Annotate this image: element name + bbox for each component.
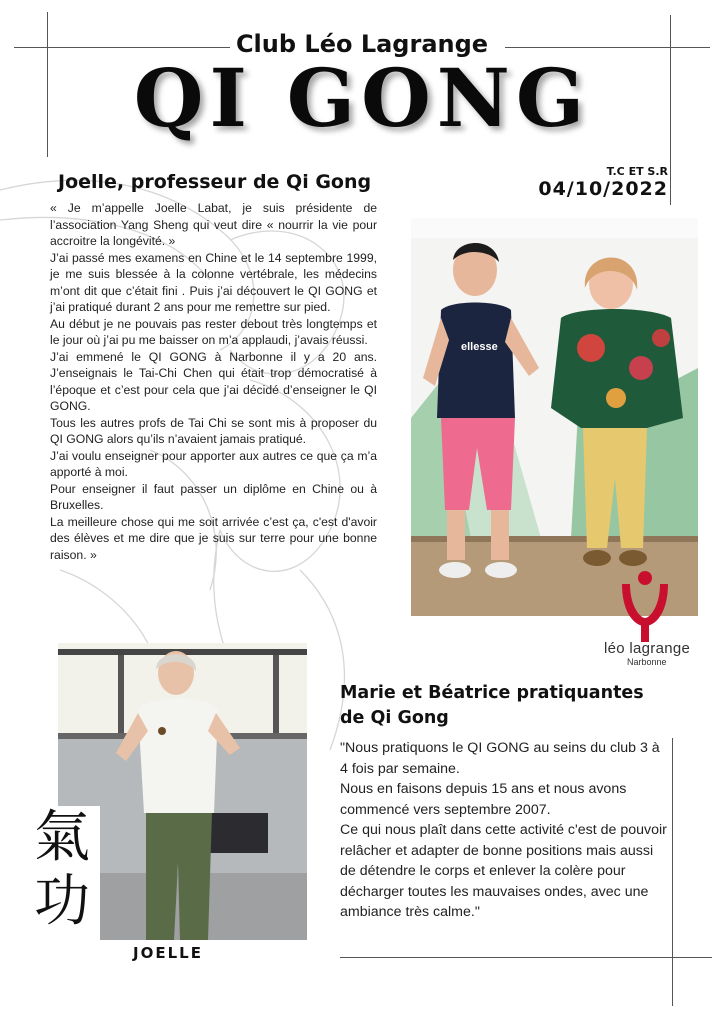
joelle-paragraph: Au début je ne pouvais pas rester debout très longtemps et le jour où j’ai pu me baisser on m’a applaudi, j’avais réussi.: [50, 316, 377, 347]
photo-marie-beatrice-illustration: [411, 218, 698, 616]
photo-marie-beatrice: [411, 218, 698, 616]
joelle-interview-text: [50, 200, 377, 563]
shirt-logo: ellesse: [461, 341, 498, 353]
marie-paragraph: "Nous pratiquons le QI GONG au seins du club 3 à 4 fois par semaine.: [340, 740, 660, 777]
photo-caption-joelle: JOELLE: [133, 944, 203, 962]
joelle-paragraph: J’ai voulu enseigner pour apporter aux autres ce que ça m’a apporté à moi.: [50, 448, 377, 479]
logo-name: léo lagrange: [604, 640, 691, 657]
bottom-rule-right: [340, 957, 712, 958]
club-title: Club Léo Lagrange: [235, 30, 489, 58]
joelle-paragraph: Tous les autres profs de Tai Chi se sont mis à proposer du QI GONG alors qu’ils n’avaient jamais pratiqué.: [50, 415, 377, 446]
joelle-paragraph: J’ai emmené le QI GONG à Narbonne il y a 20 ans. J’enseignais le Tai-Chi Chen qui était trop démocratisé à l’époque et c’est pour cela que j’ai décidé d’enseigner le QI GONG.: [50, 349, 377, 413]
joelle-paragraph: La meilleure chose qui me soit arrivée c’est ça, c'est d'avoir des élèves et me dire que je suis sur terre pour une bonne raison. »: [50, 514, 377, 562]
page-title: QI GONG: [133, 51, 591, 145]
calligraphy-qi: 氣: [34, 805, 90, 870]
marie-beatrice-section-heading: Marie et Béatrice pratiquantes de Qi Gong: [340, 683, 644, 728]
calligraphy-qi-gong: [24, 806, 100, 942]
logo-city: Narbonne: [627, 657, 667, 667]
calligraphy-gong: 功: [34, 869, 90, 934]
frame-vertical-bottom: [672, 738, 673, 1006]
marie-paragraph: Ce qui nous plaît dans cette activité c'est de pouvoir relâcher et adapter de bonne positions mais aussi de détendre le corps et enlever la colère pour décharger toutes les mauvaises ondes, avec une ambiance très calme.": [340, 822, 667, 920]
joelle-paragraph: Pour enseigner il faut passer un diplôme en Chine ou à Bruxelles.: [50, 481, 377, 512]
marie-beatrice-quote: [340, 738, 670, 923]
joelle-paragraph: « Je m’appelle Joelle Labat, je suis présidente de l’association Yang Sheng qui veut dire « nourrir la vie pour accroitre la longévité. »: [50, 201, 377, 248]
joelle-paragraph: J’ai passé mes examens en Chine et le 14 septembre 1999, je me suis blessée à la colonne vertébrale, les médecins m’ont dit que c’était fini . Puis j’ai découvert le QI GONG et j’ai pratiqué durant 2 ans pour me remettre sur pied.: [50, 250, 377, 314]
joelle-section-heading: Joelle, professeur de Qi Gong: [58, 171, 372, 193]
marie-paragraph: Nous en faisons depuis 15 ans et nous avons commencé vers septembre 2007.: [340, 781, 627, 818]
publication-date: 04/10/2022: [538, 178, 668, 200]
authors-initials: T.C ET S.R: [606, 165, 668, 178]
